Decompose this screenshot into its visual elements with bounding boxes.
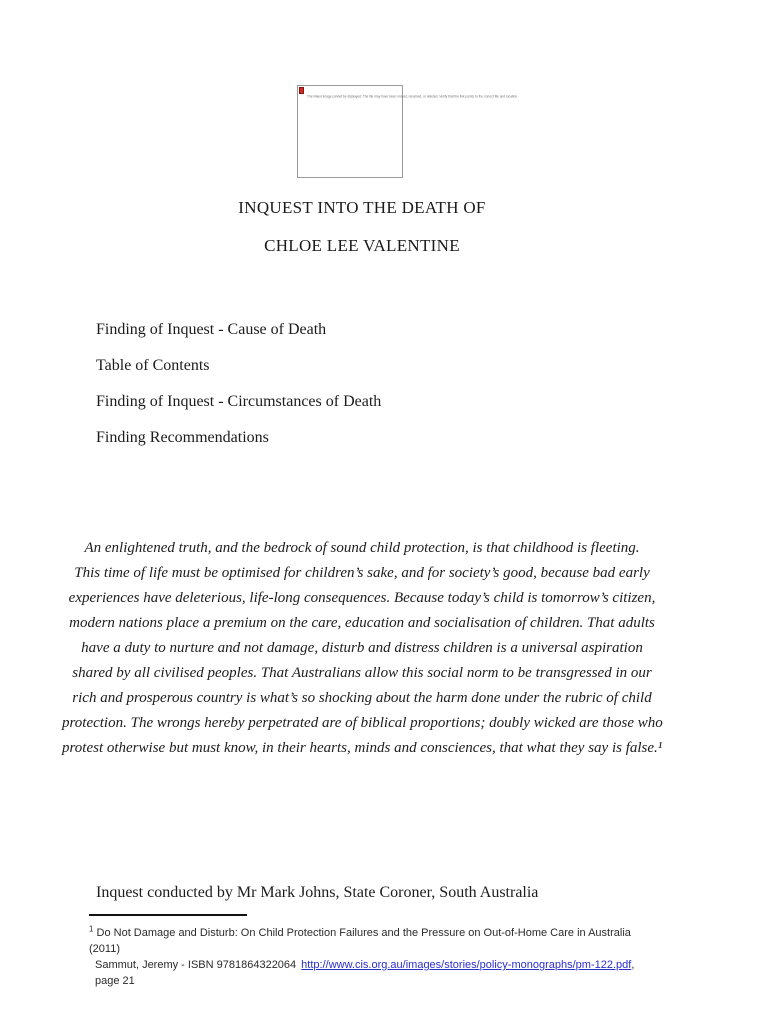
toc-item: Finding Recommendations — [96, 429, 269, 446]
broken-image-placeholder — [297, 85, 518, 178]
quote-line: protection. The wrongs hereby perpetrated are of biblical proportions; doubly wicked are those who — [62, 715, 663, 731]
toc-item: Table of Contents — [96, 357, 210, 374]
broken-image-icon — [299, 87, 304, 94]
quote-line: rich and prosperous country is what’s so shocking about the harm done under the rubric of child — [72, 690, 652, 706]
quote-line: An enlightened truth, and the bedrock of sound child protection, is that childhood is fleeting. — [84, 540, 640, 556]
quote-line: protest otherwise but must know, in their hearts, minds and consciences, that what they say is false.¹ — [62, 740, 663, 756]
broken-image-alt-text: The linked image cannot be displayed. The file may have been moved, renamed, or deleted. Verify that the link points to the correct file and location. — [307, 95, 518, 99]
quote-paragraph — [62, 536, 662, 761]
footnote — [89, 925, 641, 989]
footnote-page-ref: , page 21 — [95, 959, 635, 987]
toc-item: Finding of Inquest - Cause of Death — [96, 321, 327, 338]
quote-line: This time of life must be optimised for children’s sake, and for society’s good, because bad early — [74, 565, 650, 581]
document-title-line-2: CHLOE LEE VALENTINE — [264, 236, 460, 255]
footnote-hyperlink[interactable]: http://www.cis.org.au/images/stories/policy-monographs/pm-122.pdf — [301, 959, 632, 971]
footnote-citation: Do Not Damage and Disturb: On Child Protection Failures and the Pressure on Out-of-Home Care in Australia (2011) — [89, 927, 631, 955]
footnote-line-1 — [89, 925, 641, 957]
document-title-line-1: INQUEST INTO THE DEATH OF — [238, 198, 486, 217]
footnote-author: Sammut, Jeremy - ISBN 9781864322064 — [95, 959, 297, 971]
quote-line: shared by all civilised peoples. That Australians allow this social norm to be transgressed in our — [72, 665, 652, 681]
quote-line: have a duty to nurture and not damage, disturb and distress children is a universal aspiration — [81, 640, 643, 656]
footnote-marker: 1 — [89, 924, 94, 934]
table-of-contents-list — [96, 312, 381, 456]
footnote-line-2 — [89, 957, 641, 989]
footnote-separator — [89, 914, 247, 916]
toc-item: Finding of Inquest - Circumstances of Death — [96, 393, 382, 410]
coroner-attribution: Inquest conducted by Mr Mark Johns, State Coroner, South Australia — [96, 884, 539, 901]
quote-line: experiences have deleterious, life-long consequences. Because today’s child is tomorrow’s citizen, — [68, 590, 656, 606]
quote-line: modern nations place a premium on the care, education and socialisation of children. That adults — [69, 615, 655, 631]
